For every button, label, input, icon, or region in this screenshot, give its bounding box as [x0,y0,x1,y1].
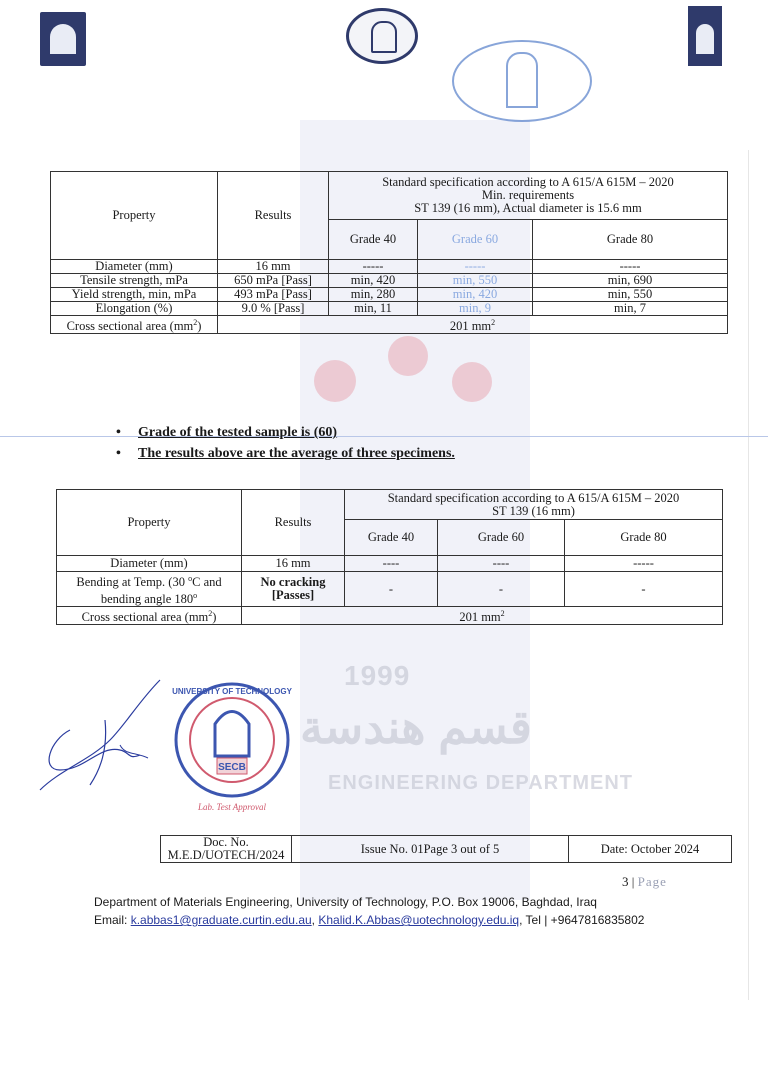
email-link-curtin[interactable]: k.abbas1@graduate.curtin.edu.au [130,913,312,927]
row-result: 16 mm [242,556,345,572]
spec-line3: ST 139 (16 mm), Actual diameter is 15.6 mm [414,201,642,215]
row-result: No cracking [Passes] [242,572,345,607]
stamp-ring-text: UNIVERSITY OF TECHNOLOGY [172,687,292,696]
row-grade-40: ----- [329,260,418,274]
stamp-bottom-text: Lab. Test Approval [198,802,266,812]
row-grade-40: ---- [345,556,438,572]
document-info-table [160,835,732,863]
area-label: Cross sectional area $(mm^2)$ [51,316,218,334]
header-results: Results [242,490,345,556]
row-result: 9.0 % [Pass] [218,302,329,316]
table-row [51,260,728,274]
watermark-circle [452,362,492,402]
row-property: Yield strength, min, mPa [51,288,218,302]
findings-list [116,422,455,464]
list-item: • The results above are the average of three specimens. [116,443,455,464]
email-link-uotechnology[interactable]: Khalid.K.Abbas@uotechnology.edu.iq [318,913,520,927]
list-item: • Grade of the tested sample is (60) [116,422,455,443]
row-property: Elongation (%) [51,302,218,316]
grade-80-header: Grade 80 [565,520,723,556]
watermark-circle [388,336,428,376]
row-grade-80: ----- [565,556,723,572]
row-grade-40: min, 11 [329,302,418,316]
table-row [51,316,728,334]
watermark-year: 1999 [344,660,411,691]
issue-date: Date: October 2024 [569,836,732,863]
department-logo-left [40,12,86,66]
row-property: Tensile strength, mPa [51,274,218,288]
tensile-test-table [50,171,728,334]
page-number: 3 | Page [622,874,667,889]
row-grade-60: ----- [418,260,533,274]
doc-number: Doc. No. M.E.D/UOTECH/2024 [161,836,292,863]
lab-stamp [452,40,592,122]
row-grade-40: min, 280 [329,288,418,302]
spec-line1: Standard specification according to A 615/A 615M – 2020 [387,490,680,505]
issue-number: Issue No. 01Page 3 out of 5 [292,836,569,863]
grade-40-header: Grade 40 [345,520,438,556]
stamp-center-text: SECB [218,762,246,773]
row-grade-60: min, 550 [418,274,533,288]
margin-line [748,150,749,1000]
spec-line1: Standard specification according to A 615/A 615M – 2020 [382,175,674,189]
row-grade-60: min, 9 [418,302,533,316]
row-result: 650 mPa [Pass] [218,274,329,288]
table-row [57,572,723,607]
grade-40-header: Grade 40 [329,220,418,260]
area-value: 201 $mm^2$ [218,316,728,334]
header-results: Results [218,172,329,260]
table-row [51,288,728,302]
table-row [57,556,723,572]
area-value: 201 $mm^2$ [242,607,723,625]
row-result: 16 mm [218,260,329,274]
row-grade-60: - [438,572,565,607]
header-property: Property [51,172,218,260]
row-grade-80: min, 7 [533,302,728,316]
row-grade-80: min, 690 [533,274,728,288]
university-seal [346,8,418,64]
row-result: 493 mPa [Pass] [218,288,329,302]
table-row [51,302,728,316]
approval-stamp [170,664,294,816]
table-row [51,274,728,288]
area-label: Cross sectional area $(mm^2)$ [57,607,242,625]
grade-80-header: Grade 80 [533,220,728,260]
row-grade-80: ----- [533,260,728,274]
spec-header [329,172,728,220]
row-property: Diameter (mm) [57,556,242,572]
row-grade-60: min, 420 [418,288,533,302]
row-grade-80: - [565,572,723,607]
university-logo-right [688,6,722,66]
row-grade-40: min, 420 [329,274,418,288]
table-row [57,607,723,625]
watermark-english-name: ENGINEERING DEPARTMENT [328,772,633,794]
contact-line: Email: k.abbas1@graduate.curtin.edu.au, Khalid.K.Abbas@uotechnology.edu.iq, Tel | +9647816835802 [94,913,645,927]
handwritten-signature [30,660,170,810]
row-grade-80: min, 550 [533,288,728,302]
watermark-circle [314,360,356,402]
department-contact [94,893,644,929]
bending-test-table [56,489,723,625]
row-grade-60: ---- [438,556,565,572]
watermark-arabic-name: قسم هندسة [300,701,532,753]
row-property: Bending at Temp. (30 $^o$C and bending angle 180$^o$ [57,572,242,607]
row-grade-40: - [345,572,438,607]
grade-60-header: Grade 60 [418,220,533,260]
spec-line2: ST 139 (16 mm) [492,503,575,518]
department-address: Department of Materials Engineering, University of Technology, P.O. Box 19006, Baghdad, Iraq [94,895,597,909]
spec-line2: Min. requirements [481,188,575,202]
row-property: Diameter (mm) [51,260,218,274]
header-property: Property [57,490,242,556]
grade-60-header: Grade 60 [438,520,565,556]
spec-header [345,490,723,520]
